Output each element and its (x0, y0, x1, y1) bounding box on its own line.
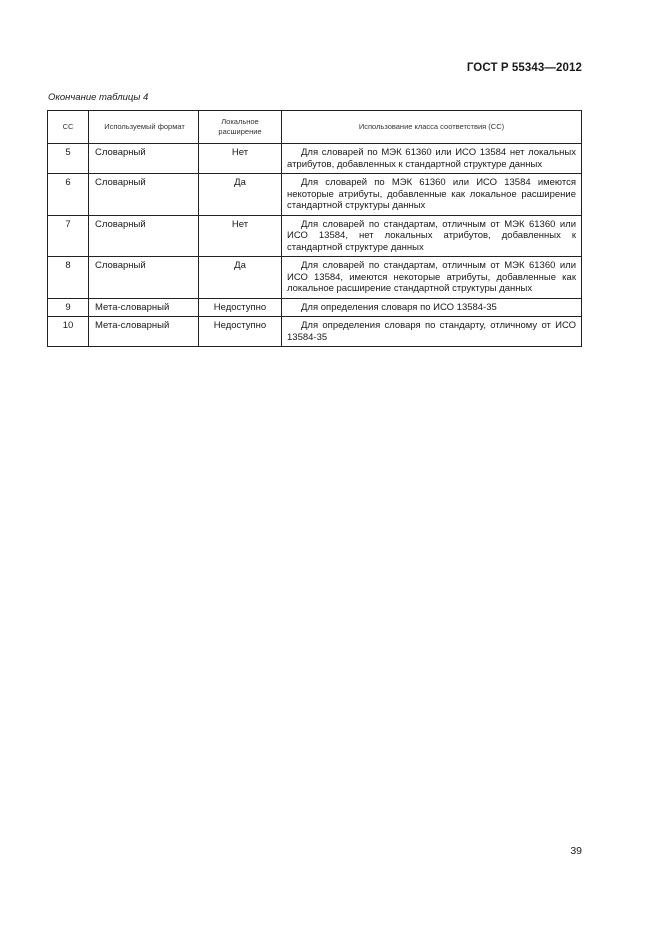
conformance-class-table (47, 110, 582, 347)
cell-usage (282, 174, 582, 216)
document-code: ГОСТ Р 55343—2012 (466, 62, 582, 74)
cell-usage (282, 215, 582, 257)
cell-usage (282, 257, 582, 299)
table-header (48, 111, 582, 144)
cell-extension: Нет (199, 144, 282, 174)
table-row (48, 298, 582, 317)
table-row (48, 144, 582, 174)
cell-usage (282, 144, 582, 174)
cell-cc: 7 (48, 215, 89, 257)
usage-text: Для словарей по МЭК 61360 или ИСО 13584 нет локальных атрибутов, добавленных к стандартной структуре данных (287, 147, 576, 170)
cell-extension: Недоступно (199, 317, 282, 347)
column-header-cc: CC (48, 111, 89, 144)
cell-format: Словарный (89, 257, 199, 299)
cell-extension: Да (199, 257, 282, 299)
cell-extension: Да (199, 174, 282, 216)
cell-format: Словарный (89, 144, 199, 174)
cell-format: Словарный (89, 215, 199, 257)
table-header-row (48, 111, 582, 144)
cell-cc: 10 (48, 317, 89, 347)
usage-text: Для словарей по МЭК 61360 или ИСО 13584 имеются некоторые атрибуты, добавленные как локальное расширение стандартной структуры данных (287, 177, 576, 211)
column-header-usage: Использование класса соответствия (CC) (282, 111, 582, 144)
cell-usage (282, 298, 582, 317)
table-caption: Окончание таблицы 4 (48, 92, 149, 103)
cell-format: Мета-словарный (89, 298, 199, 317)
cell-extension: Недоступно (199, 298, 282, 317)
usage-text: Для определения словаря по ИСО 13584-35 (301, 301, 497, 313)
column-header-format: Используемый формат (89, 111, 199, 144)
cell-format: Мета-словарный (89, 317, 199, 347)
usage-text: Для словарей по стандартам, отличным от МЭК 61360 или ИСО 13584, имеются некоторые атрибуты, добавленные как локальное расширение стандартной структуры данных (287, 260, 576, 294)
cell-cc: 6 (48, 174, 89, 216)
table-row (48, 174, 582, 216)
usage-text: Для словарей по стандартам, отличным от МЭК 61360 или ИСО 13584, нет локальных атрибутов, добавленных к стандартной структуре данных (287, 218, 576, 253)
table-row (48, 257, 582, 299)
cell-cc: 8 (48, 257, 89, 299)
cell-cc: 9 (48, 298, 89, 317)
table-row (48, 215, 582, 257)
table-row (48, 317, 582, 347)
table-body (48, 144, 582, 347)
cell-extension: Нет (199, 215, 282, 257)
cell-format: Словарный (89, 174, 199, 216)
cell-usage (282, 317, 582, 347)
column-header-extension: Локальное расширение (199, 111, 282, 144)
page-number: 39 (570, 845, 582, 857)
cell-cc: 5 (48, 144, 89, 174)
usage-text: Для определения словаря по стандарту, отличному от ИСО 13584-35 (287, 320, 576, 343)
